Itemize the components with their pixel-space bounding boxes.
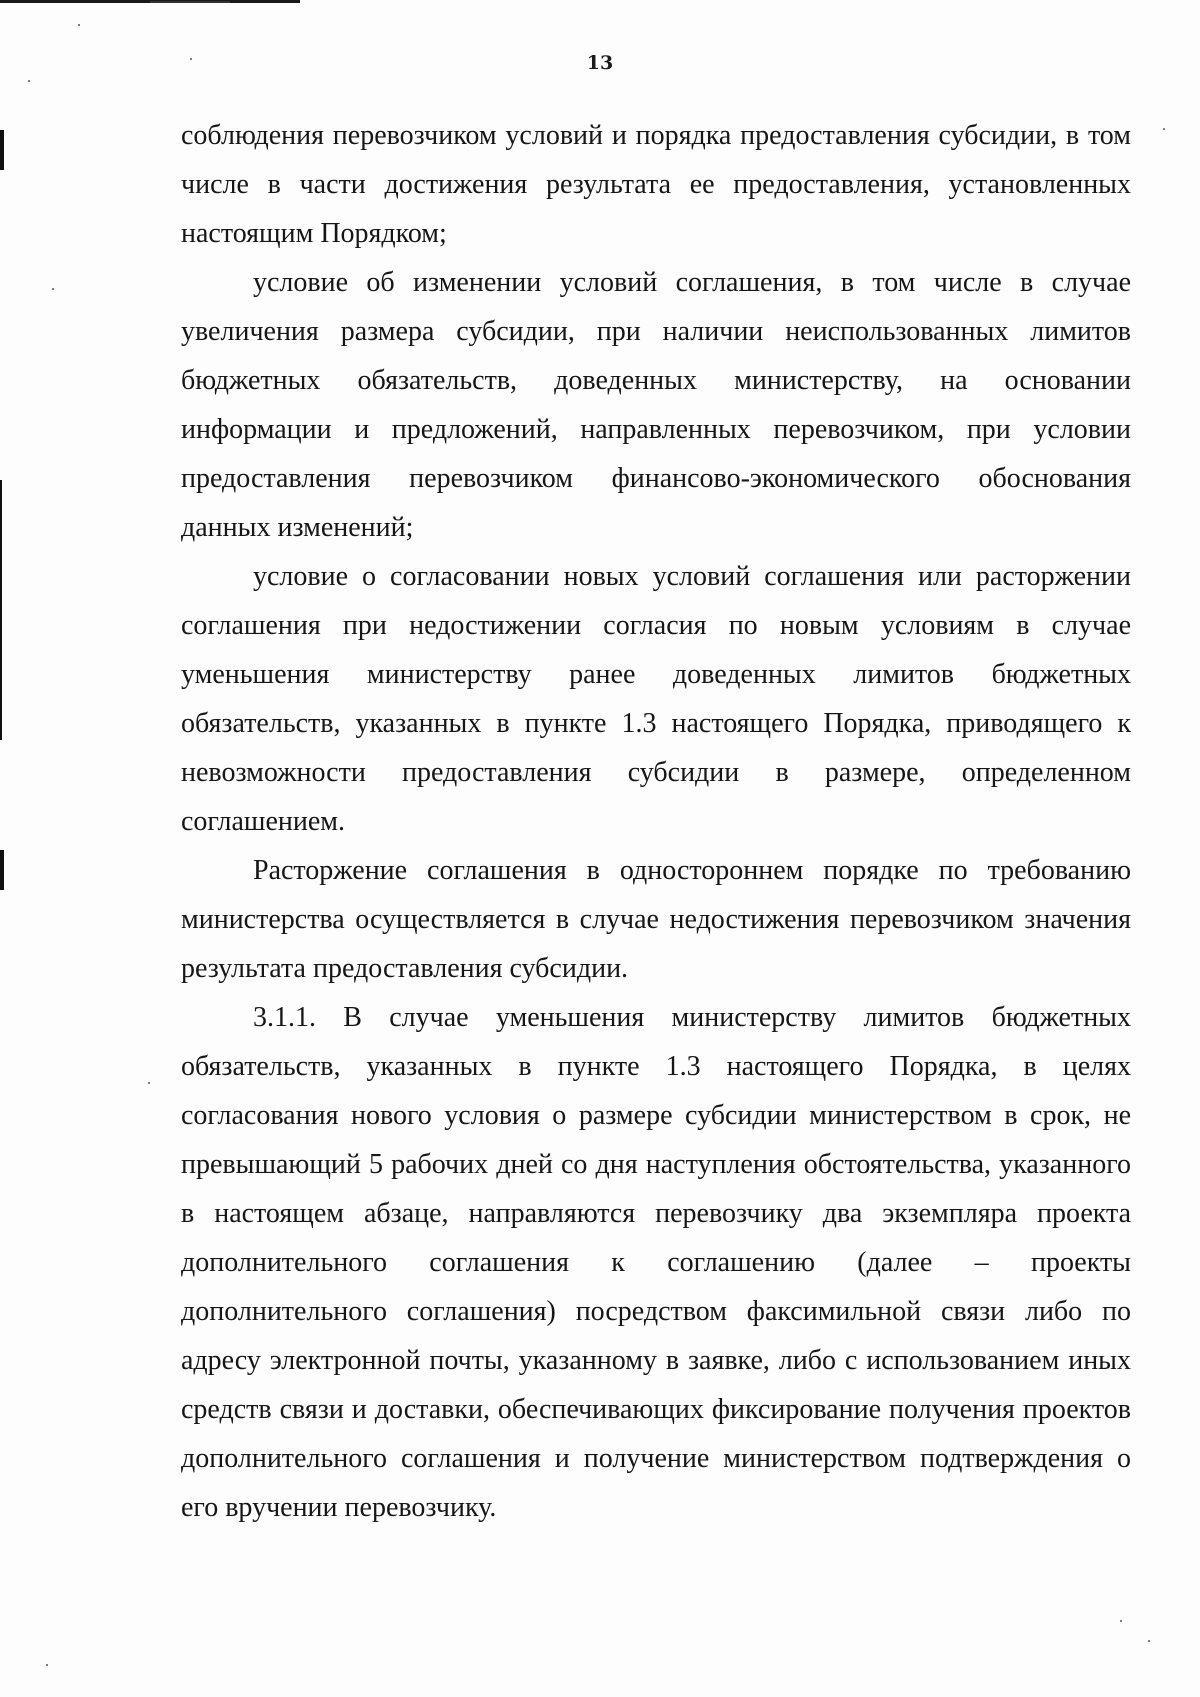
scan-speck [1120,1620,1122,1622]
paragraph-5: 3.1.1. В случае уменьшения министерству лимитов бюджетных обязательств, указанных в пункте 1.3 настоящего Порядка, в целях согласования нового условия о размере субсидии министерством в срок, не превышающий 5 рабочих дней со дня наступления обстоятельства, указанного в настоящем абзаце, направляются перевозчику два экземпляра проекта дополнительного соглашения к соглашению (далее – проекты дополнительного соглашения) посредством факсимильной связи либо по адресу электронной почты, указанному в заявке, либо с использованием иных средств связи и доставки, обеспечивающих фиксирование получения проектов дополнительного соглашения и получение министерством подтверждения о его вручении перевозчику. [181,1002,1131,1523]
document-body [181,111,1131,1532]
scan-speck [28,80,30,82]
page-number: 13 [586,52,614,74]
paragraph-3: условие о согласовании новых условий соглашения или расторжении соглашения при недостижении согласия по новым условиям в случае уменьшения министерству ранее доведенных лимитов бюджетных обязательств, указанных в пункте 1.3 настоящего Порядка, приводящего к невозможности предоставления субсидии в размере, определенном соглашением. [181,561,1131,837]
scan-speck [78,24,80,26]
scan-edge-mark-top-secondary [150,1,230,3]
scan-speck [1148,1640,1150,1642]
paragraph-2: условие об изменении условий соглашения, в том числе в случае увеличения размера субсидии, при наличии неиспользованных лимитов бюджетных обязательств, доведенных министерству, на основании информации и предложений, направленных перевозчиком, при условии предоставления перевозчиком финансово-экономического обоснования данных изменений; [181,267,1131,543]
paragraph-1: соблюдения перевозчиком условий и порядка предоставления субсидии, в том числе в части достижения результата ее предоставления, установленных настоящим Порядком; [181,120,1131,249]
scan-edge-mark-left-upper [0,130,4,170]
scan-edge-mark-left-lower [0,850,4,890]
scan-edge-mark-left-middle [0,480,2,740]
scan-speck [46,1664,48,1666]
scan-speck [148,1082,150,1084]
paragraph-4: Расторжение соглашения в одностороннем порядке по требованию министерства осуществляется в случае недостижения перевозчиком значения результата предоставления субсидии. [181,855,1131,984]
scan-speck [52,288,54,290]
scan-speck [1163,128,1165,130]
